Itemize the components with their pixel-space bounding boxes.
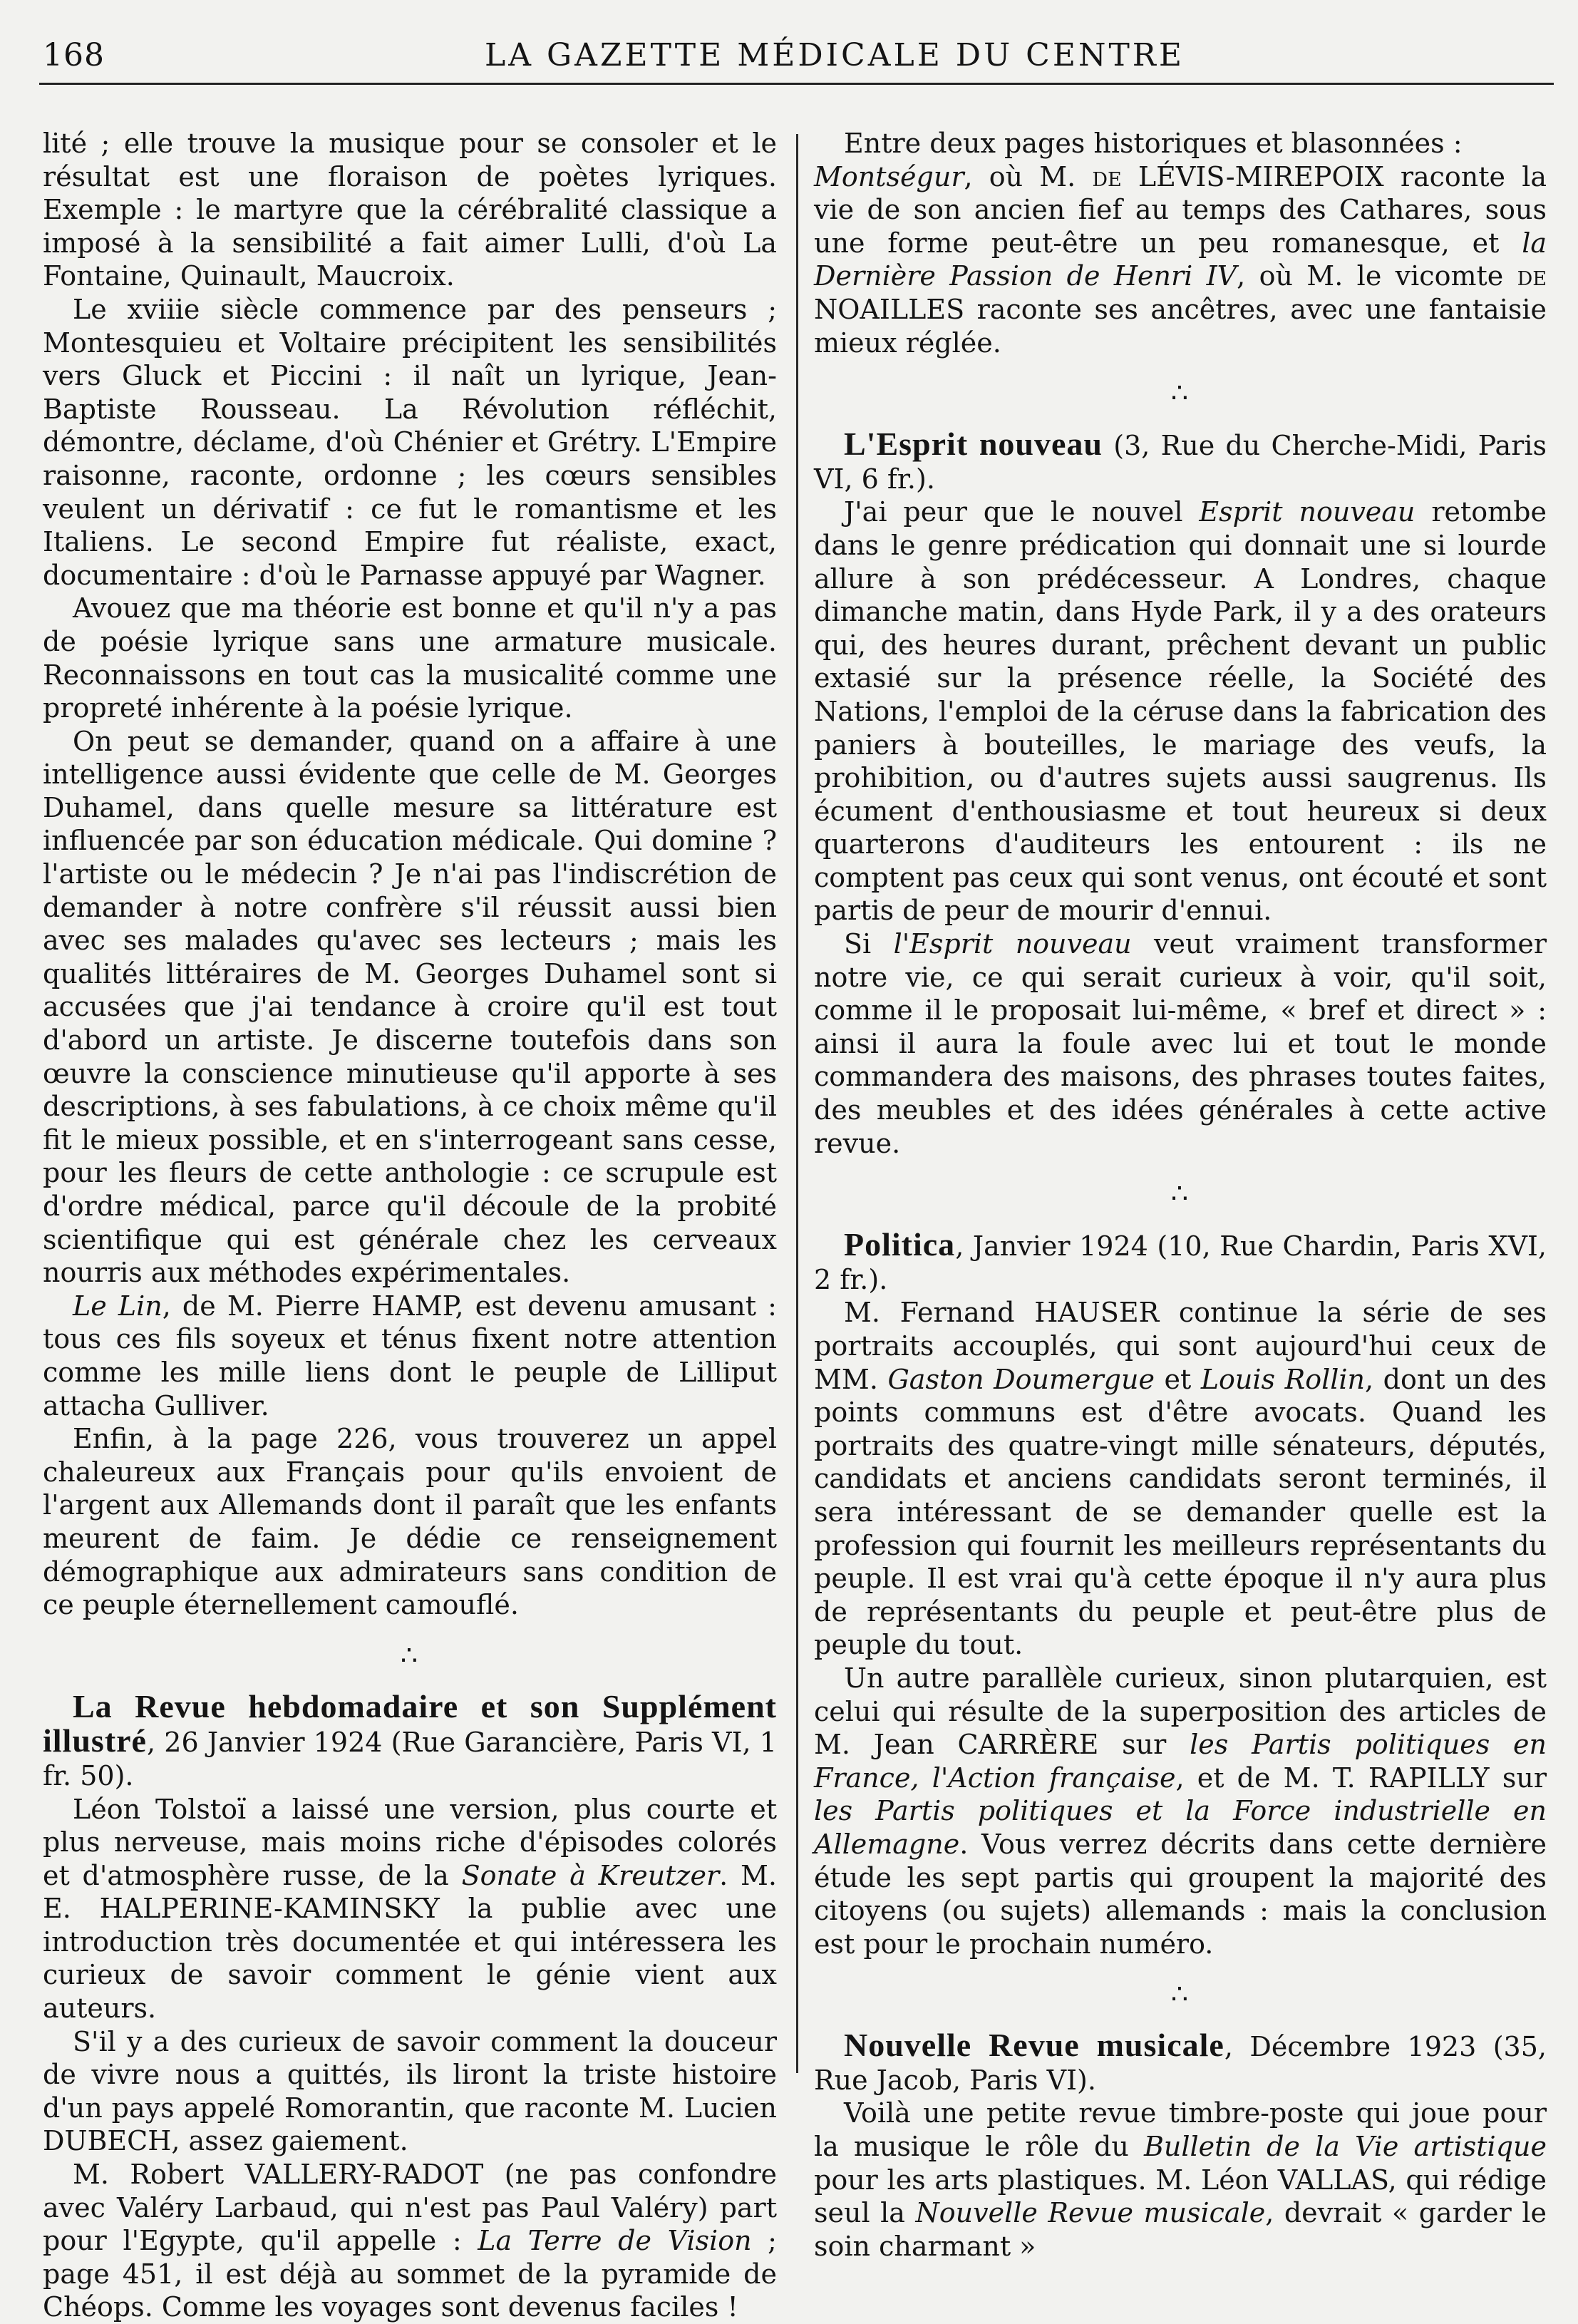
page-number: 168 [43,37,105,73]
paragraph: Entre deux pages historiques et blasonnées : [844,128,1463,159]
section-heading [814,2029,1547,2097]
work-title: Montségur [814,160,964,192]
paragraph: Enfin, à la page 226, vous trouverez un appel chaleureux aux Français pour qu'ils envoient de l'argent aux Allemands dont il paraît que les enfants meurent de faim. Je dédie ce renseignement démographique aux admirateurs sans condition de ce peuple éternellement camouflé. [43,1423,777,1621]
work-title: Nouvelle Revue musicale [915,2197,1266,2229]
work-title: La Terre de Vision [478,2225,752,2257]
work-title: l'Esprit nouveau [893,928,1132,960]
review-title: Politica [844,1226,956,1263]
paragraph: Un autre parallèle curieux, sinon plutarquien, est celui qui résulte de la superposition des articles de M. Jean CARRÈRE sur les Partis politiques en France, l'Action française, et de M. T. RAPILLY sur les Partis politiques et la Force industrielle en Allemagne. Vous verrez décrits dans cette dernière étude les sept partis qui groupent la majorité des citoyens (ou sujets) allemands : mais la conclusion est pour le prochain numéro. [814,1662,1547,1960]
paragraph: Voilà une petite revue timbre-poste qui joue pour la musique le rôle du Bulletin de la Vie artistique pour les arts plastiques. M. Léon VALLAS, qui rédige seul la Nouvelle Revue musicale, devrait « garder le soin charmant » [814,2097,1547,2262]
paragraph: Léon Tolstoï a laissé une version, plus courte et plus nerveuse, mais moins riche d'épisodes colorés et d'atmosphère russe, de la Sonate à Kreutzer. M. E. HALPERINE-KAMINSKY la publie avec une introduction très documentée et qui intéressera les curieux de savoir comment le génie vient aux auteurs. [43,1793,777,2025]
review-title: La Revue hebdomadaire et son Supplément illustré [43,1687,777,1759]
work-title: les Partis politiques en France, l'Action française [814,1729,1547,1794]
paragraph: Le Lin, de M. Pierre HAMP, est devenu amusant : tous ces fils soyeux et ténus fixent notre attention comme les mille liens dont le peuple de Lilliput attacha Gulliver. [43,1290,777,1421]
paragraph: M. Fernand HAUSER continue la série de ses portraits accouplés, qui sont aujourd'hui ceux de MM. Gaston Doumergue et Louis Rollin, dont un des points communs est d'être avocats. Quand les portraits des quatre-vingt mille sénateurs, députés, candidats et anciens candidats seront terminés, il sera intéressant de se demander quelle est la profession qui fournit les meilleurs représentants du peuple. Il est vrai qu'à cette époque il n'y aura plus de représentants du peuple et peut-être plus de peuple du tout. [814,1297,1547,1661]
review-meta: (3, Rue du Cherche-Midi, Paris VI, 6 fr.). [814,430,1547,495]
paragraph: Si l'Esprit nouveau veut vraiment transformer notre vie, ce qui serait curieux à voir, qu'il soit, comme il le proposait lui-même, « bref et direct » : ainsi il aura la foule avec lui et tout le monde commandera des maisons, des phrases toutes faites, des meubles et des idées générales à cette active revue. [814,928,1547,1159]
work-title: Esprit nouveau [1199,496,1415,528]
work-title: Sonate à Kreutzer [461,1859,720,1891]
review-meta: , Décembre 1923 (35, Rue Jacob, Paris VI). [814,2031,1547,2096]
paragraph: On peut se demander, quand on a affaire à une intelligence aussi évidente que celle de M. Georges Duhamel, dans quelle mesure sa littérature est influencée par son éducation médicale. Qui domine ? l'artiste ou le médecin ? Je n'ai pas l'indiscrétion de demander à notre confrère s'il réussit aussi bien avec ses malades qu'avec ses lecteurs ; mais les qualités littéraires de M. Georges Duhamel sont si accusées que j'ai tendance à croire qu'il est tout d'abord un artiste. Je discerne toutefois dans son œuvre la conscience minutieuse qu'il apporte à ses descriptions, à ses fabulations, à ce choix même qu'il fit le mieux possible, et en s'interrogeant sans cesse, pour les fleurs de cette anthologie : ce scrupule est d'ordre médical, parce qu'il découle de la probité scientifique qui est générale chez les cerveaux nourris aux méthodes expérimentales. [43,725,777,1289]
work-title: Bulletin de la Vie artistique [1143,2131,1547,2163]
paragraph: Montségur, où M. de LÉVIS-MIREPOIX raconte la vie de son ancien fief au temps des Cathares, sous une forme peut-être un peu romanesque, et la Dernière Passion de Henri IV, où M. le vicomte de NOAILLES raconte ses ancêtres, avec une fantaisie mieux réglée. [814,160,1547,359]
section-heading [43,1687,777,1793]
section-ornament: ∴ [400,1639,420,1671]
section-ornament: ∴ [1170,1978,1190,2010]
paragraph: S'il y a des curieux de savoir comment la douceur de vivre nous a quittés, ils liront la triste histoire d'un pays appelé Romorantin, que raconte M. Lucien DUBECH, assez gaiement. [43,2025,777,2157]
header-rule [39,83,1554,85]
paragraph: Avouez que ma théorie est bonne et qu'il n'y a pas de poésie lyrique sans une armature musicale. Reconnaissons en tout cas la musicalité comme une propreté inhérente à la poésie lyrique. [43,592,777,724]
person-name: Gaston Doumergue [887,1363,1155,1395]
running-title: LA GAZETTE MÉDICALE DU CENTRE [485,37,1185,73]
section-ornament: ∴ [1170,1178,1190,1210]
column-rule [796,134,798,2073]
paragraph: J'ai peur que le nouvel Esprit nouveau retombe dans le genre prédication qui donnait une si lourde allure à son prédécesseur. A Londres, chaque dimanche matin, dans Hyde Park, il y a des orateurs qui, des heures durant, prêchent devant un public extasié sur la présence réelle, la Société des Nations, l'emploi de la céruse dans la fabrication des paniers à bouteilles, le mariage des veufs, la prohibition, ou d'autres sujets aussi saugrenus. Ils écument d'enthousiasme et tout heureux si deux quarterons d'auditeurs les entourent : ils ne comptent pas ceux qui sont venus, ont écouté et sont partis de peur de mourir d'ennui. [814,496,1547,927]
work-title: les Partis politiques et la Force industrielle en Allemagne [814,1795,1547,1860]
section-ornament: ∴ [1170,377,1190,409]
section-heading [814,1228,1547,1296]
section-heading [814,428,1547,495]
review-title: Nouvelle Revue musicale [844,2027,1224,2064]
work-title: Le Lin [73,1290,163,1322]
review-meta: , 26 Janvier 1924 (Rue Garancière, Paris VI, 1 fr. 50). [43,1727,777,1791]
work-title: la Dernière Passion de Henri IV [814,227,1547,292]
paragraph: Le xviiie siècle commence par des penseurs ; Montesquieu et Voltaire précipitent les sensibilités vers Gluck et Piccini : il naît un lyrique, Jean-Baptiste Rousseau. La Révolution réfléchit, démontre, déclame, d'où Chénier et Grétry. L'Empire raisonne, raconte, ordonne ; les cœurs sensibles veulent un dérivatif : ce fut le romantisme et les Italiens. Le second Empire fut réaliste, exact, documentaire : d'où le Parnasse appuyé par Wagner. [43,293,777,591]
review-title: L'Esprit nouveau [844,426,1103,463]
review-meta: , Janvier 1924 (10, Rue Chardin, Paris XVI, 2 fr.). [814,1230,1547,1295]
person-name: Louis Rollin [1200,1363,1366,1395]
paragraph: M. Robert VALLERY-RADOT (ne pas confondre avec Valéry Larbaud, qui n'est pas Paul Valéry) part pour l'Egypte, qu'il appelle : La Terre de Vision ; page 451, il est déjà au sommet de la pyramide de Chéops. Comme les voyages sont devenus faciles ! [43,2159,777,2323]
paragraph: lité ; elle trouve la musique pour se consoler et le résultat est une floraison de poètes lyriques. Exemple : le martyre que la cérébralité classique a imposé à la sensibilité a fait aimer Lulli, d'où La Fontaine, Quinault, Maucroix. [43,128,777,292]
left-column [43,127,777,2324]
right-column [814,127,1547,2263]
